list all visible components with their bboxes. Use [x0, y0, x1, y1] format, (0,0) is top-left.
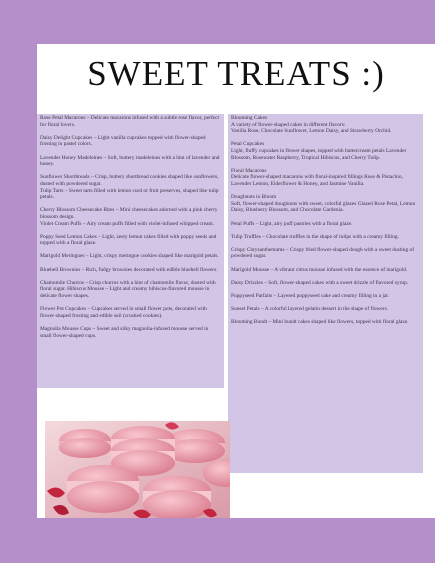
menu-item-text: Tulip Truffles – Chocolate truffles in the shape of tulips with a creamy filling.	[231, 233, 399, 240]
menu-item-text: Marigold Mousse – A vibrant citrus mousse infused with the essence of marigold.	[231, 266, 408, 273]
menu-item-text: Floral Macarons	[231, 167, 267, 174]
right-menu-item	[231, 221, 420, 228]
menu-item-text: Petal Cupcakes	[231, 141, 265, 148]
menu-item-text: Magnolia Mousse Cups – Sweet and silky magnolia-infused mousse served in small flower-shaped cups.	[40, 326, 209, 339]
menu-item-text: Doughnuts in Bloom	[231, 194, 277, 201]
menu-page	[37, 44, 435, 518]
left-menu-item	[40, 326, 221, 339]
menu-item-text: Cherry Blossom Cheesecake Bites – Mini cheesecakes adorned with a pink cherry blossom design.	[40, 207, 218, 220]
menu-item-text: Blooming Bundt – Mini bundt cakes shaped like flowers, topped with floral glaze.	[231, 319, 409, 326]
menu-item-text: Marigold Meringues – Light, crispy meringue cookies shaped like marigold petals.	[40, 253, 219, 260]
right-menu-item	[231, 306, 420, 313]
right-menu-item	[231, 168, 420, 188]
left-menu-item	[40, 267, 221, 274]
menu-item-text: Delicate flower-shaped macarons with floral-inspired fillings Rose & Pistachio, Lavender Lemon, Elderflower & Honey, and Jasmine Vanilla.	[231, 174, 403, 187]
right-menu-item	[231, 247, 420, 260]
right-menu-item	[231, 194, 420, 214]
menu-item-text: Soft, flower-shaped doughnuts with sweet, colorful glazes Glazed Rose Petal, Lemon Daisy, Blueberry Blossom, and Chocolate Gardenia.	[231, 200, 416, 214]
menu-item-text: Chamomile Churros – Crisp churros with a hint of chamomile flavor, dusted with floral sugar. Hibiscus Mousse – Light and creamy hibiscus-flavored mousse in delicate flower shapes.	[40, 279, 216, 300]
menu-item-text: Bluebell Brownies – Rich, fudgy brownies decorated with edible bluebell flowers.	[40, 266, 218, 273]
menu-item-text: Daisy Drizzles – Soft, flower-shaped cakes with a sweet drizzle of flavored syrup.	[231, 279, 409, 286]
menu-item-text: Vanilla Rose, Chocolate Sunflower, Lemon Daisy, and Strawberry Orchid.	[231, 128, 392, 135]
right-menu-item	[231, 234, 420, 241]
left-menu-column	[37, 114, 224, 388]
left-menu-item	[40, 115, 221, 128]
left-menu-item	[40, 280, 221, 300]
left-menu-item	[40, 174, 221, 200]
right-menu-item	[231, 141, 420, 161]
right-menu-item	[231, 293, 420, 300]
menu-item-text: Sunset Petals – A colorful layered gelatin dessert in the shape of flowers.	[231, 306, 389, 313]
right-menu-item	[231, 280, 420, 287]
left-menu-item	[40, 253, 221, 260]
menu-item-text: Sunflower Shortbreads – Crisp, buttery shortbread cookies shaped like sunflowers, dusted with powdered sugar.	[40, 174, 219, 187]
right-menu-item	[231, 115, 420, 135]
macarons-photo	[45, 421, 230, 518]
menu-item-text: Daisy Delight Cupcakes – Light vanilla cupcakes topped with flower-shaped frosting in pastel colors.	[40, 134, 206, 148]
menu-item-text: Violet Cream Puffs – Airy cream puffs filled with violet-infused whipped cream.	[40, 220, 215, 227]
menu-item-text: Flower Pot Cupcakes – Cupcakes served in small flower pots, decorated with flower-shaped frosting and edible soil (crushed cookies).	[40, 306, 207, 319]
menu-item-text: Petal Puffs – Light, airy puff pastries with a floral glaze.	[231, 220, 353, 227]
menu-item-text: A variety of flower-shaped cakes in different flavors:	[231, 121, 346, 128]
menu-item-text: Lavender Honey Madeleines – Soft, buttery madeleines with a hint of lavender and honey.	[40, 154, 220, 168]
menu-item-text: Tulip Tarts – Sweet tarts filled with lemon curd or fruit preserves, shaped like tulip petals.	[40, 187, 219, 201]
left-menu-item	[40, 207, 221, 227]
left-menu-item	[40, 306, 221, 319]
menu-item-text: Poppyseed Parfaits – Layered poppyseed cake and creamy filling in a jar.	[231, 293, 390, 300]
left-menu-item	[40, 234, 221, 247]
menu-item-text: Crispy Chrysanthemums – Crispy fried flower-shaped dough with a sweet dusting of powdered sugar.	[231, 246, 414, 260]
right-menu-item	[231, 319, 420, 326]
right-menu-column	[228, 114, 423, 473]
page-title: SWEET TREATS :)	[87, 54, 385, 93]
menu-item-text: Poppy Seed Lemon Cakes – Light, zesty lemon cakes filled with poppy seeds and topped with a floral glaze.	[40, 233, 217, 247]
menu-item-text: Light, fluffy cupcakes in flower shapes, topped with buttercream petals Lavender Blossom, Rosewater Raspberry, Tropical Hibiscus, and Cherry Tulip.	[231, 147, 407, 161]
menu-item-text: Rose Petal Macarons – Delicate macarons infused with a subtle rose flavor, perfect for floral lovers.	[40, 115, 219, 128]
left-menu-item	[40, 135, 221, 148]
left-menu-item	[40, 155, 221, 168]
right-menu-item	[231, 267, 420, 274]
menu-item-text: Blooming Cakes	[231, 115, 268, 121]
